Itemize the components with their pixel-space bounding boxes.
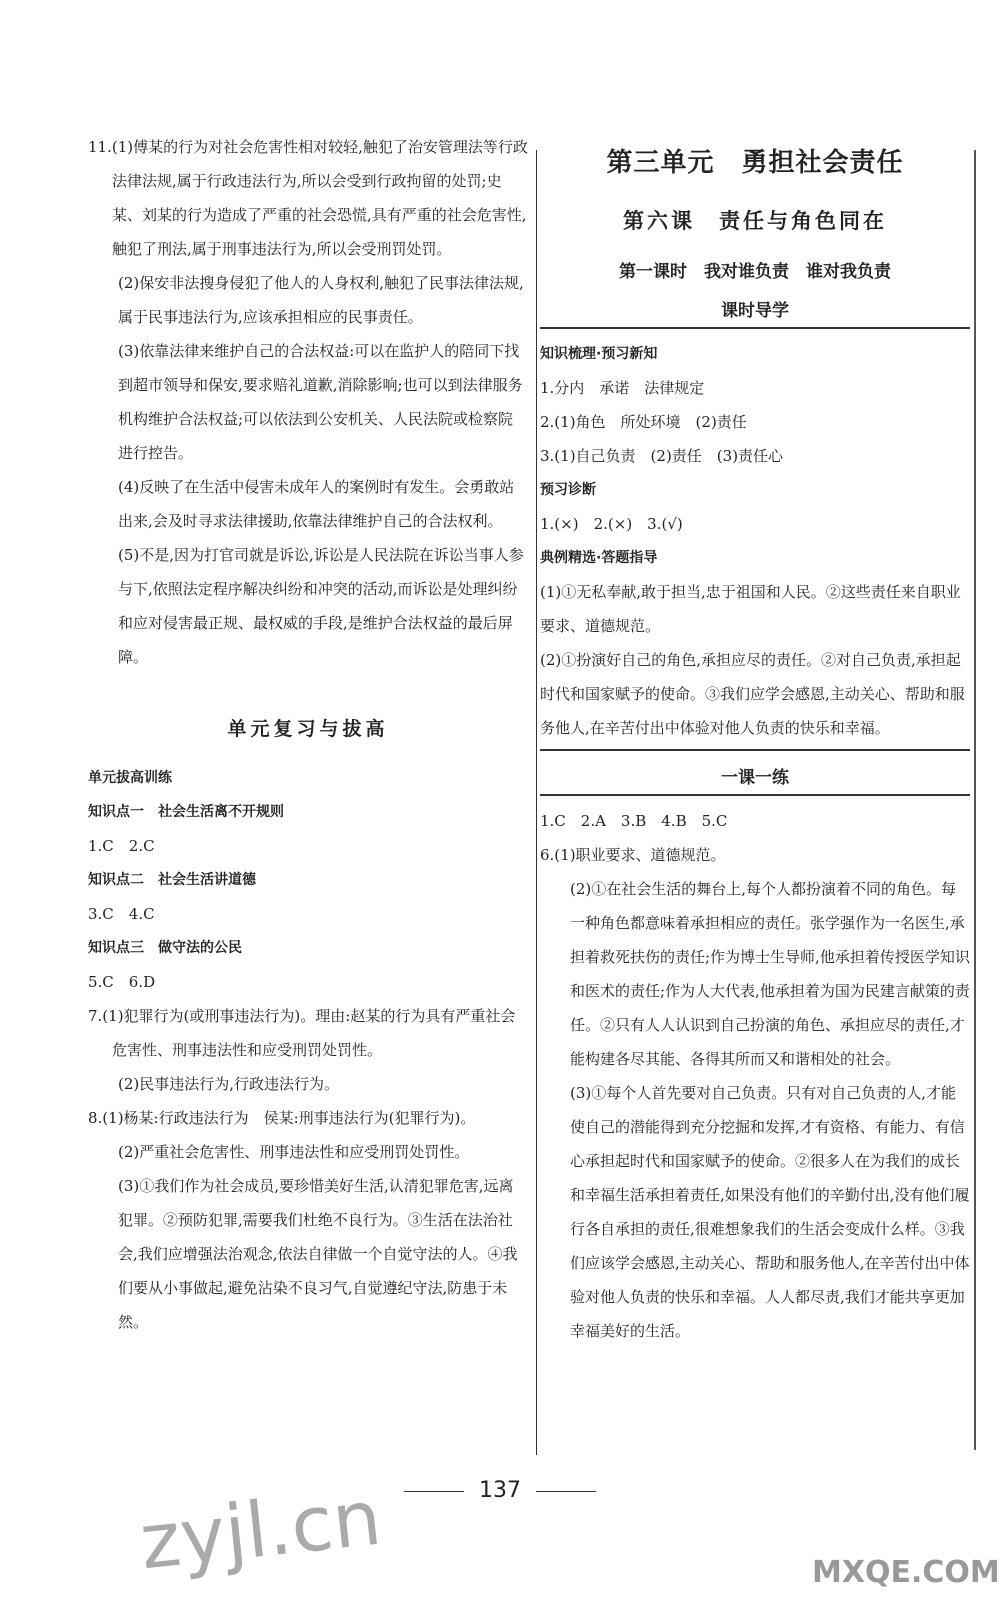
period-title: 第一课时 我对谁负责 谁对我负责 — [619, 262, 891, 282]
guide-blocks-item: 预习诊断 — [540, 482, 596, 498]
footer-line-left — [404, 1491, 464, 1492]
left-paras-item: (4)反映了在生活中侵害未成年人的案例时有发生。会勇敢站出来,会及时寻求法律援助,依靠法律维护自己的合法权利。 — [118, 478, 515, 530]
left-blocks-item: (3)①我们作为社会成员,要珍惜美好生活,认清犯罪危害,远离犯罪。②预防犯罪,需要我们杜绝不良行为。③生活在法治社会,我们应增强法治观念,依法自律做一个自觉守法的人。④我们要从小事做起,避免沾染不良习气,自觉遵纪守法,防患于未然。 — [118, 1177, 518, 1331]
guide-blocks-item: 3.(1)自己负责 (2)责任 (3)责任心 — [540, 447, 784, 465]
guide-blocks-item: 1.(×) 2.(×) 3.(√) — [540, 515, 683, 533]
practice-separator — [540, 794, 970, 796]
practice-blocks-item: 6.(1)职业要求、道德规范。 — [540, 846, 726, 864]
practice-separator-top — [540, 749, 970, 751]
column-divider — [536, 150, 537, 1455]
guide-blocks-item: 典例精选·答题指导 — [540, 550, 658, 566]
lesson-title: 第六课 责任与角色同在 — [623, 208, 887, 233]
guide-blocks-item: 知识梳理·预习新知 — [540, 346, 658, 362]
left-blocks-item: 单元拔高训练 — [88, 770, 172, 786]
left-blocks-item: (2)民事违法行为,行政违法行为。 — [118, 1075, 340, 1093]
left-answer-paragraphs — [88, 130, 528, 674]
guide-blocks-item: 2.(1)角色 所处环境 (2)责任 — [540, 413, 747, 431]
guide-separator — [540, 327, 970, 329]
left-paras-item: (3)依靠法律来维护自己的合法权益:可以在监护人的陪同下找到超市领导和保安,要求赔礼道歉,消除影响;也可以到法律服务机构维护合法权益;可以依法到公安机关、人民法院或检察院进行控告。 — [118, 342, 523, 462]
left-paras-item: (2)保安非法搜身侵犯了他人的人身权利,触犯了民事法律法规,属于民事违法行为,应该承担相应的民事责任。 — [118, 274, 524, 326]
page-number: 137 — [479, 1478, 521, 1503]
practice-blocks — [540, 804, 970, 1348]
practice-blocks-item: 1.C 2.A 3.B 4.B 5.C — [540, 812, 728, 830]
right-column — [540, 130, 970, 1348]
watermark-right: MXQE.COM — [812, 1555, 1000, 1590]
guide-blocks-item: (1)①无私奉献,敢于担当,忠于祖国和人民。②这些责任来自职业要求、道德规范。 — [540, 583, 961, 635]
guide-blocks — [540, 337, 970, 745]
left-blocks-item: (2)严重社会危害性、刑事违法性和应受刑罚处罚性。 — [118, 1143, 470, 1161]
right-edge-bar — [974, 150, 976, 1450]
watermark-left: zyjl.cn — [136, 1472, 386, 1587]
left-blocks-item: 3.C 4.C — [88, 905, 155, 923]
left-blocks-item: 知识点三 做守法的公民 — [88, 940, 242, 956]
guide-title: 课时导学 — [721, 301, 789, 321]
left-blocks-item: 知识点一 社会生活离不开规则 — [88, 804, 284, 820]
practice-title: 一课一练 — [721, 768, 789, 788]
left-blocks-item: 知识点二 社会生活讲道德 — [88, 872, 256, 888]
practice-blocks-item: (2)①在社会生活的舞台上,每个人都扮演着不同的角色。每一种角色都意味着承担相应的责任。张学强作为一名医生,承担着救死扶伤的责任;作为博士生导师,他承担着传授医学知识和医术的责任;作为人大代表,他承担着为国为民建言献策的责任。②只有人人认识到自己扮演的角色、承担应尽的责任,才能构建各尽其能、各得其所而又和谐相处的社会。 — [570, 880, 970, 1068]
footer-line-right — [536, 1491, 596, 1492]
left-column — [88, 130, 528, 1339]
left-review-blocks — [88, 761, 528, 1339]
unit-title: 第三单元 勇担社会责任 — [606, 148, 904, 178]
left-blocks-item: 5.C 6.D — [88, 973, 156, 991]
guide-blocks-item: 1.分内 承诺 法律规定 — [540, 379, 705, 397]
left-paras-item: (5)不是,因为打官司就是诉讼,诉讼是人民法院在诉讼当事人参与下,依照法定程序解决纠纷和冲突的活动,而诉讼是处理纠纷和应对侵害最正规、最权威的手段,是维护合法权益的最后屏障。 — [118, 546, 524, 666]
left-blocks-item: 7.(1)犯罪行为(或刑事违法行为)。理由:赵某的行为具有严重社会危害性、刑事违法性和应受刑罚处罚性。 — [88, 1007, 516, 1059]
guide-blocks-item: (2)①扮演好自己的角色,承担应尽的责任。②对自己负责,承担起时代和国家赋予的使命。③我们应学会感恩,主动关心、帮助和服务他人,在辛苦付出中体验对他人负责的快乐和幸福。 — [540, 651, 965, 737]
left-blocks-item: 8.(1)杨某:行政违法行为 侯某:刑事违法行为(犯罪行为)。 — [88, 1109, 476, 1127]
section-title-unit-review: 单元复习与拔高 — [227, 718, 389, 740]
practice-blocks-item: (3)①每个人首先要对自己负责。只有对自己负责的人,才能使自己的潜能得到充分挖掘和发挥,才有资格、有能力、有信心承担起时代和国家赋予的使命。②很多人在为我们的成长和幸福生活承担着责任,如果没有他们的辛勤付出,没有他们履行各自承担的责任,很难想象我们的生活会变成什么样。③我们应该学会感恩,主动关心、帮助和服务他人,在辛苦付出中体验对他人负责的快乐和幸福。人人都尽责,我们才能共享更加幸福美好的生活。 — [570, 1084, 970, 1340]
left-paras-item: 11.(1)傅某的行为对社会危害性相对较轻,触犯了治安管理法等行政法律法规,属于行政违法行为,所以会受到行政拘留的处罚;史某、刘某的行为造成了严重的社会恐慌,具有严重的社会危害性,触犯了刑法,属于刑事违法行为,所以会受刑罚处罚。 — [88, 138, 528, 258]
left-blocks-item: 1.C 2.C — [88, 837, 155, 855]
